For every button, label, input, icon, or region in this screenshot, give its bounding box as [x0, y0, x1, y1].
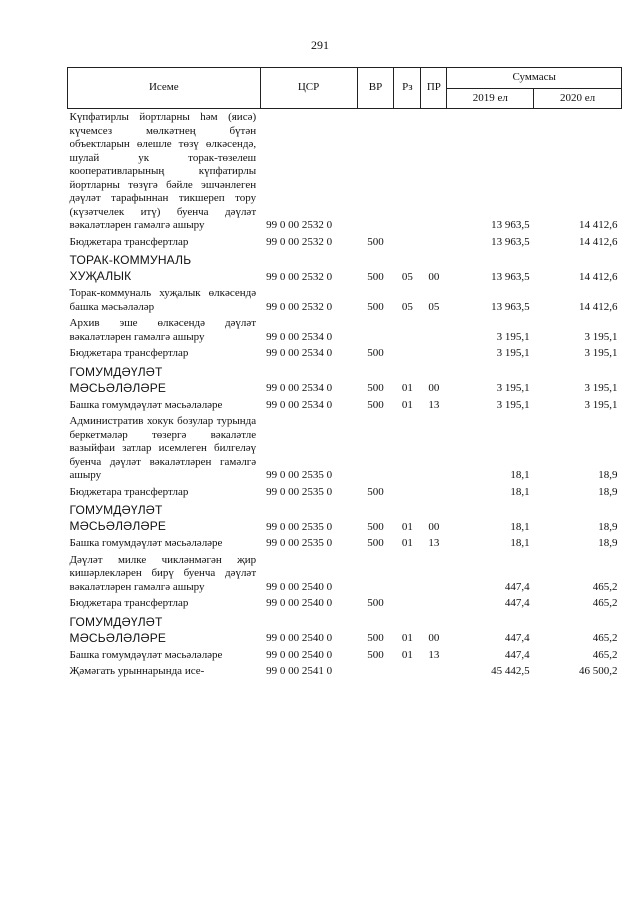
row-value-2019: 447,4	[504, 597, 530, 609]
row-value-2019: 3 195,1	[496, 398, 530, 411]
row-rz	[394, 552, 421, 596]
row-pr: 13	[428, 398, 440, 411]
row-rz: 01	[401, 537, 413, 549]
row-csr: 99 0 00 2541 0	[266, 665, 333, 677]
row-name: Башка гомумдәүләт мәсьәләләре	[69, 398, 223, 411]
row-rz	[394, 109, 421, 234]
row-csr: 99 0 00 2532 0	[266, 300, 333, 313]
row-csr: 99 0 00 2532 0	[266, 219, 333, 231]
row-pr: 00	[428, 270, 440, 283]
row-csr: 99 0 00 2535 0	[266, 469, 333, 481]
row-rz	[394, 234, 421, 251]
row-value-2020: 18,9	[598, 485, 618, 498]
row-value-2019: 3 195,1	[496, 330, 530, 343]
row-vr: 500	[367, 597, 384, 609]
row-value-2019: 18,1	[510, 520, 530, 533]
row-pr	[421, 663, 447, 680]
row-rz: 01	[401, 398, 413, 411]
row-value-2020: 3 195,1	[584, 347, 618, 359]
row-rz	[394, 484, 421, 501]
table-row	[68, 109, 622, 234]
row-csr: 99 0 00 2534 0	[266, 382, 333, 394]
row-rz: 01	[401, 382, 413, 394]
row-csr: 99 0 00 2534 0	[266, 347, 333, 359]
row-value-2020: 3 195,1	[584, 330, 618, 343]
row-pr	[421, 413, 447, 484]
row-value-2019: 13 963,5	[491, 300, 530, 313]
row-value-2020: 14 412,6	[579, 235, 618, 248]
row-vr: 500	[367, 382, 384, 394]
table-row	[68, 315, 622, 345]
row-pr: 13	[428, 648, 440, 661]
budget-table	[67, 67, 622, 680]
row-csr: 99 0 00 2532 0	[266, 235, 333, 248]
table-row	[68, 285, 622, 315]
row-name: Бюджетара трансфертлар	[69, 597, 189, 609]
row-value-2019: 18,1	[510, 469, 530, 481]
table-row	[68, 552, 622, 596]
row-name: ГОМУМДӘҮЛӘТ МӘСЬӘЛӘЛӘРЕ	[69, 614, 167, 645]
row-vr	[357, 315, 394, 345]
row-value-2019: 13 963,5	[491, 270, 530, 283]
row-value-2020: 465,2	[592, 632, 618, 644]
row-vr: 500	[367, 520, 384, 533]
table-row	[68, 647, 622, 664]
row-value-2019: 3 195,1	[496, 347, 530, 359]
row-rz: 01	[401, 632, 413, 644]
row-name: Бюджетара трансфертлар	[69, 347, 189, 359]
row-csr: 99 0 00 2535 0	[266, 537, 333, 549]
row-rz	[394, 413, 421, 484]
row-pr	[421, 109, 447, 234]
row-csr: 99 0 00 2535 0	[266, 485, 333, 498]
row-csr: 99 0 00 2540 0	[266, 597, 333, 609]
table-row	[68, 250, 622, 285]
row-name: ГОМУМДӘҮЛӘТ МӘСЬӘЛӘЛӘРЕ	[69, 364, 167, 395]
row-vr: 500	[367, 270, 384, 283]
row-value-2020: 14 412,6	[579, 300, 618, 313]
row-vr: 500	[367, 632, 384, 644]
row-rz: 01	[401, 648, 413, 661]
row-vr	[357, 552, 394, 596]
row-pr	[421, 234, 447, 251]
row-value-2019: 447,4	[504, 632, 530, 644]
row-pr	[421, 484, 447, 501]
header-sums: Суммасы	[447, 68, 622, 89]
row-name: ГОМУМДӘҮЛӘТ МӘСЬӘЛӘЛӘРЕ	[69, 503, 167, 533]
row-pr	[421, 345, 447, 362]
table-row	[68, 397, 622, 414]
table-row	[68, 500, 622, 535]
table-row	[68, 663, 622, 680]
row-name: Башка гомумдәүләт мәсьәләләре	[69, 648, 223, 661]
header-vr: ВР	[357, 68, 394, 109]
row-vr: 500	[367, 537, 384, 549]
table-row	[68, 595, 622, 612]
row-csr: 99 0 00 2534 0	[266, 330, 333, 343]
row-value-2020: 465,2	[592, 597, 618, 609]
row-value-2020: 465,2	[592, 648, 618, 661]
row-value-2019: 13 963,5	[491, 235, 530, 248]
row-value-2019: 447,4	[504, 580, 530, 593]
header-year-2020: 2020 ел	[534, 88, 622, 109]
row-rz	[394, 595, 421, 612]
row-pr: 00	[428, 382, 440, 394]
row-value-2020: 18,9	[598, 537, 618, 549]
row-vr: 500	[367, 485, 384, 498]
row-pr: 00	[428, 520, 440, 533]
row-value-2019: 18,1	[510, 537, 530, 549]
row-pr: 00	[428, 632, 440, 644]
row-pr: 13	[428, 537, 440, 549]
row-name: Архив эше өлкәсендә дәүләт вәкаләтләрен гамәлгә ашыру	[69, 317, 257, 343]
row-value-2020: 3 195,1	[584, 398, 618, 411]
row-value-2020: 14 412,6	[579, 219, 618, 231]
page-number: 291	[311, 38, 329, 52]
row-vr	[357, 109, 394, 234]
row-vr: 500	[367, 398, 384, 411]
row-value-2020: 465,2	[592, 580, 618, 593]
row-vr: 500	[367, 347, 384, 359]
row-csr: 99 0 00 2535 0	[266, 520, 333, 533]
row-rz	[394, 345, 421, 362]
row-vr: 500	[367, 235, 384, 248]
row-value-2020: 18,9	[598, 469, 618, 481]
row-value-2019: 18,1	[510, 485, 530, 498]
table-row	[68, 535, 622, 552]
row-value-2019: 13 963,5	[491, 219, 530, 231]
header-year-2019: 2019 ел	[447, 88, 534, 109]
row-pr	[421, 315, 447, 345]
table-row	[68, 345, 622, 362]
row-csr: 99 0 00 2534 0	[266, 398, 333, 411]
row-value-2019: 447,4	[504, 648, 530, 661]
row-csr: 99 0 00 2540 0	[266, 580, 333, 593]
table-row	[68, 234, 622, 251]
row-pr: 05	[428, 300, 440, 313]
row-rz	[394, 663, 421, 680]
row-value-2020: 46 500,2	[579, 665, 618, 677]
header-csr: ЦСР	[260, 68, 357, 109]
row-rz: 05	[401, 270, 413, 283]
row-value-2020: 18,9	[598, 520, 618, 533]
row-pr	[421, 595, 447, 612]
table-row	[68, 413, 622, 484]
row-name: ТОРАК-КОММУНАЛЬ ХУҖАЛЫК	[69, 253, 192, 283]
row-value-2020: 14 412,6	[579, 270, 618, 283]
row-vr	[357, 663, 394, 680]
row-csr: 99 0 00 2540 0	[266, 648, 333, 661]
row-name: Бюджетара трансфертлар	[69, 485, 189, 498]
row-rz: 05	[401, 300, 413, 313]
row-vr	[357, 413, 394, 484]
row-vr: 500	[367, 300, 384, 313]
header-pr: ПР	[421, 68, 447, 109]
header-rz: Рз	[394, 68, 421, 109]
row-name: Башка гомумдәүләт мәсьәләләре	[69, 537, 223, 549]
row-rz	[394, 315, 421, 345]
row-name: Бюджетара трансфертлар	[69, 235, 189, 248]
row-value-2020: 3 195,1	[584, 382, 618, 394]
row-vr: 500	[367, 648, 384, 661]
row-name: Торак-коммуналь хуҗалык өлкәсендә башка мәсьәләләр	[69, 287, 257, 313]
row-value-2019: 3 195,1	[496, 382, 530, 394]
row-value-2019: 45 442,5	[491, 665, 530, 677]
row-csr: 99 0 00 2540 0	[266, 632, 333, 644]
row-rz: 01	[401, 520, 413, 533]
table-row	[68, 484, 622, 501]
row-name: Административ хокук бозулар турында беркетмәләр төзергә вәкаләтле вазыйфаи затлар исемлеген билгеләү буенча дәүләт вәкаләтләрен гамәлгә ашыру	[69, 415, 257, 481]
header-name: Исеме	[68, 68, 261, 109]
table-row	[68, 612, 622, 647]
row-name: Җәмәгать урыннарында исе-	[69, 665, 205, 677]
row-csr: 99 0 00 2532 0	[266, 270, 333, 283]
row-name: Күпфатирлы йортларны һәм (яисә) күчемсез мөлкәтнең бүтән объектларын өлешле төзү өлкәсендә, шулай ук торак-төзелеш кооперативларының күпфатирлы йортларны төзүгә бәйле эшчәнлеген дәүләт тарафыннан тикшереп тору (күзәтчелек итү) буенча дәүләт вәкаләтләрен гамәлгә ашыру	[69, 111, 257, 231]
row-name: Дәүләт милке чикләнмәгән җир кишәрлекләрен бирү буенча дәүләт вәкаләтләрен гамәлгә ашыру	[69, 553, 257, 593]
table-row	[68, 362, 622, 397]
row-pr	[421, 552, 447, 596]
